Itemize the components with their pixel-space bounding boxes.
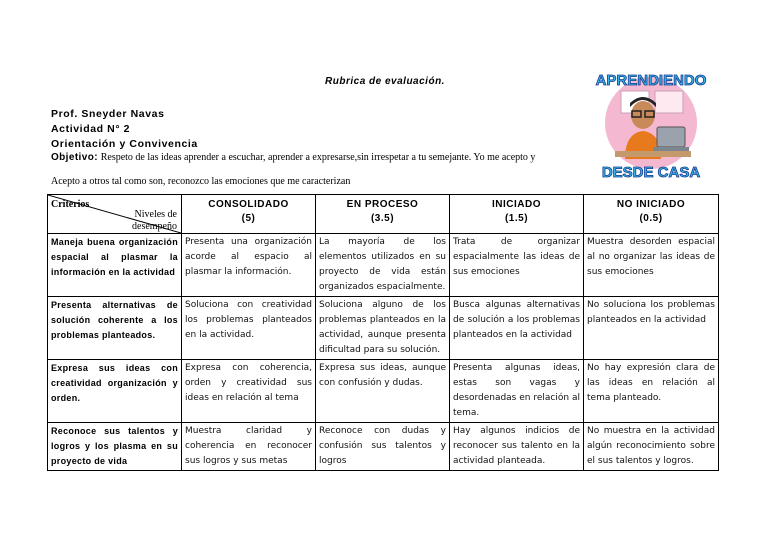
teacher-name: Prof. Sneyder Navas xyxy=(51,108,165,120)
criterion-cell: Maneja buena organización espacial al plasmar la información en la actividad xyxy=(48,234,182,297)
objective-label: Objetivo: xyxy=(51,152,98,163)
logo-text-bottom: DESDE CASA xyxy=(601,164,701,181)
descriptor-cell: Busca algunas alternativas de solución a los problemas planteados en la actividad xyxy=(450,297,584,360)
descriptor-cell: Hay algunos indicios de reconocer sus talento en la actividad planteada. xyxy=(450,423,584,471)
descriptor-cell: Trata de organizar espacialmente las ideas de sus emociones xyxy=(450,234,584,297)
subject-name: Orientación y Convivencia xyxy=(51,138,198,150)
table-row xyxy=(48,360,719,423)
table-row xyxy=(48,234,719,297)
level-header-no-iniciado: NO INICIADO (0.5) xyxy=(584,195,719,234)
level-header-en-proceso: EN PROCESO (3.5) xyxy=(316,195,450,234)
descriptor-cell: Reconoce con dudas y confusión sus talentos y logros xyxy=(316,423,450,471)
table-row xyxy=(48,297,719,360)
objective xyxy=(51,152,535,163)
criteria-label: Criterios xyxy=(51,199,90,210)
level-header-iniciado: INICIADO (1.5) xyxy=(450,195,584,234)
descriptor-cell: No muestra en la actividad algún reconocimiento sobre el sus talentos y logros. xyxy=(584,423,719,471)
criteria-header-cell xyxy=(48,195,182,234)
descriptor-cell: No hay expresión clara de las ideas en relación al tema planteado. xyxy=(584,360,719,423)
laptop-icon xyxy=(657,127,685,147)
criterion-cell: Reconoce sus talentos y logros y los plasma en su proyecto de vida xyxy=(48,423,182,471)
descriptor-cell: Expresa sus ideas, aunque con confusión y dudas. xyxy=(316,360,450,423)
table-header-row xyxy=(48,195,719,234)
activity-number: Actividad N° 2 xyxy=(51,123,131,135)
criterion-cell: Presenta alternativas de solución coherente a los problemas planteados. xyxy=(48,297,182,360)
descriptor-cell: Soluciona con creatividad los problemas planteados en la actividad. xyxy=(182,297,316,360)
descriptor-cell: Muestra claridad y coherencia en reconocer sus logros y sus metas xyxy=(182,423,316,471)
table-row xyxy=(48,423,719,471)
descriptor-cell: Presenta una organización acorde al espacio al plasmar la información. xyxy=(182,234,316,297)
descriptor-cell: Expresa con coherencia, orden y creatividad sus ideas en relación al tema xyxy=(182,360,316,423)
objective-continuation: Acepto a otros tal como son, reconozco las emociones que me caracterizan xyxy=(51,176,351,187)
levels-label: Niveles de desempeño xyxy=(132,209,177,232)
descriptor-cell: Presenta algunas ideas, estas son vagas y desordenadas en relación al tema. xyxy=(450,360,584,423)
document-title: Rubrica de evaluación. xyxy=(325,76,445,87)
logo-text-top: APRENDIENDO xyxy=(595,72,707,89)
descriptor-cell: La mayoría de los elementos utilizados en su proyecto de vida están organizados espacialmente. xyxy=(316,234,450,297)
person-head xyxy=(631,101,655,129)
descriptor-cell: Muestra desorden espacial al no organizar las ideas de sus emociones xyxy=(584,234,719,297)
aprendiendo-desde-casa-logo xyxy=(585,63,718,183)
descriptor-cell: Soluciona alguno de los problemas planteados en la actividad, aunque presenta dificultad para su solución. xyxy=(316,297,450,360)
criterion-cell: Expresa sus ideas con creatividad organización y orden. xyxy=(48,360,182,423)
level-header-consolidado: CONSOLIDADO (5) xyxy=(182,195,316,234)
desk xyxy=(615,151,691,157)
objective-text: Respeto de las ideas aprender a escuchar, aprender a expresarse,sin irrespetar a tu semejante. Yo me acepto y xyxy=(100,152,536,163)
rubric-table xyxy=(47,194,719,471)
descriptor-cell: No soluciona los problemas planteados en la actividad xyxy=(584,297,719,360)
